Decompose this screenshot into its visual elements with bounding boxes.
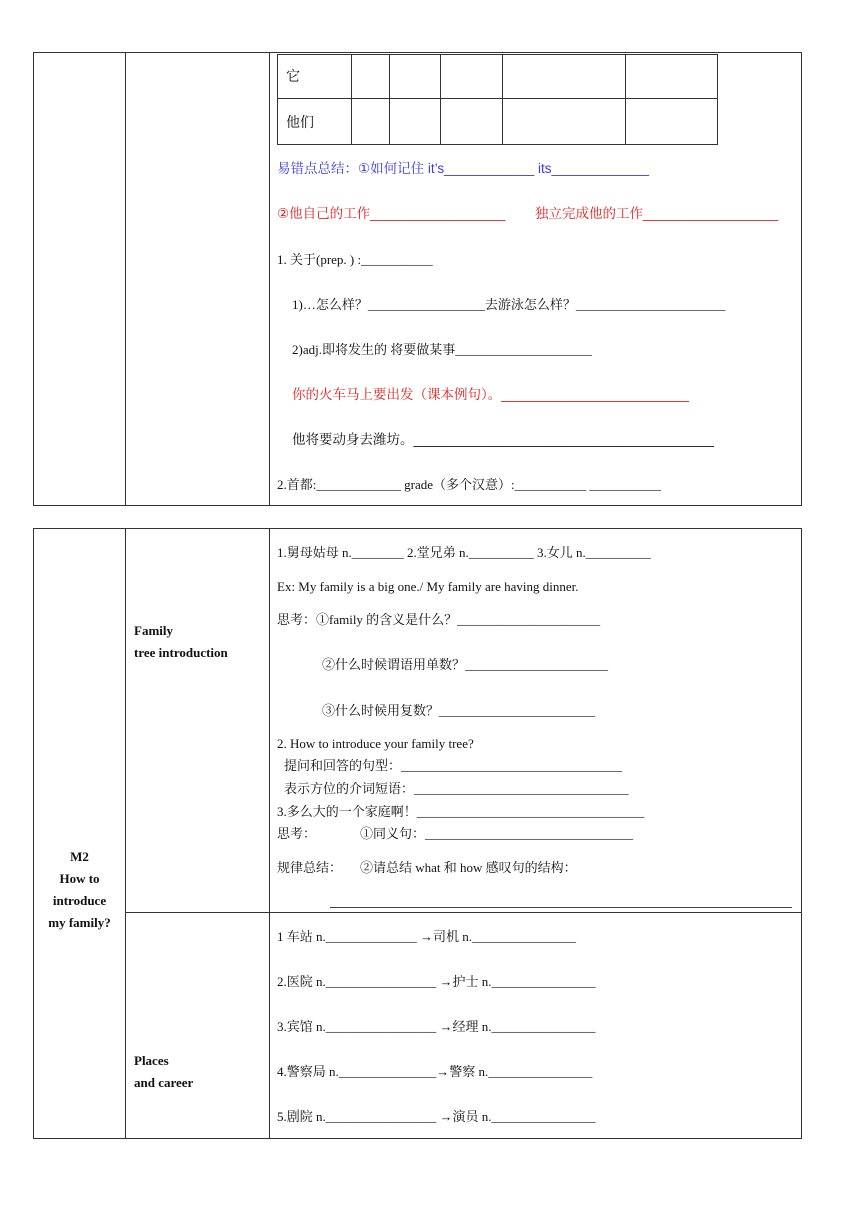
family-think-3: ③什么时候用复数？________________________ <box>322 703 596 718</box>
places-label-line-1: Places <box>134 1053 169 1068</box>
places-section-label <box>134 1050 193 1094</box>
family-label-line-1: Family <box>134 623 173 638</box>
module-label <box>34 846 125 934</box>
mistake-summary-2b: 独立完成他的工作__________________ <box>535 206 779 221</box>
family-answer-line <box>330 907 792 908</box>
places-line: 5.剧院 n._________________ →演员 n.________________ <box>277 1109 596 1124</box>
about-title: 1. 关于(prep. ) :___________ <box>277 252 433 267</box>
family-synonym: ①同义句：________________________________ <box>360 826 634 841</box>
family-vocab-line: 1.舅母姑母 n.________ 2.堂兄弟 n.__________ 3.女儿 n.__________ <box>277 545 651 560</box>
capital-line: 2.首都:_____________ grade（多个汉意）:___________ ___________ <box>277 477 661 492</box>
places-label-line-2: and career <box>134 1075 194 1090</box>
module-title-1: How to <box>59 871 100 886</box>
module-code: M2 <box>70 849 89 864</box>
family-think-2: ②什么时候谓语用单数？______________________ <box>322 657 609 672</box>
family-tree-heading: 2. How to introduce your family tree? <box>277 736 474 751</box>
places-line: 1 车站 n.______________ →司机 n.________________ <box>277 929 577 944</box>
family-example-line: Ex: My family is a big one./ My family are having dinner. <box>277 579 579 594</box>
mistake-summary-2a: ②他自己的工作__________________ <box>277 206 506 221</box>
family-sentence-pattern: 提问和回答的句型：__________________________________ <box>284 758 623 773</box>
family-exclamation: 3.多么大的一个家庭啊！___________________________________ <box>277 804 645 819</box>
family-label-line-2: tree introduction <box>134 645 228 660</box>
about-example-2: 他将要动身去潍坊。________________________________________ <box>292 432 714 447</box>
pronoun-they: 他们 <box>286 114 314 130</box>
family-rule-label: 规律总结： <box>277 860 343 875</box>
places-line: 2.医院 n._________________ →护士 n.________________ <box>277 974 596 989</box>
module-title-3: my family? <box>48 915 111 930</box>
places-line: 4.警察局 n._______________→警察 n.________________ <box>277 1064 593 1079</box>
family-section-label <box>134 620 228 664</box>
family-prep-phrase: 表示方位的介词短语：_________________________________ <box>284 781 629 796</box>
pronoun-it: 它 <box>286 68 300 84</box>
about-item-1: 1)…怎么样？__________________去游泳怎么样？_______________________ <box>292 297 726 312</box>
about-example-red: 你的火车马上要出发（课本例句）。_________________________ <box>292 387 689 402</box>
module-title-2: introduce <box>52 893 107 908</box>
family-rule-text: ②请总结 what 和 how 感叹句的结构： <box>360 860 577 875</box>
family-think-1: 思考：①family 的含义是什么？______________________ <box>277 612 601 627</box>
about-item-2: 2)adj.即将发生的 将要做某事_____________________ <box>292 342 592 357</box>
family-think-label: 思考： <box>277 826 317 841</box>
mistake-summary-1: 易错点总结：①如何记住 it’s____________ its_____________ <box>277 161 650 176</box>
places-line: 3.宾馆 n._________________ →经理 n.________________ <box>277 1019 596 1034</box>
